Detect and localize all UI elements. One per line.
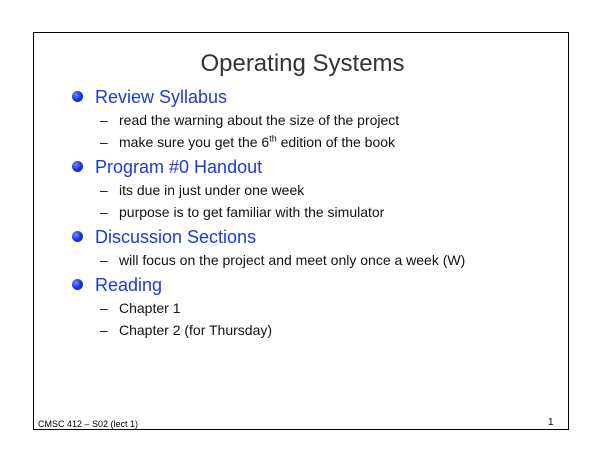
sub-item [100,251,465,269]
slide-title: Operating Systems [200,50,405,77]
dash-marker: – [100,252,108,268]
sub-item-text: read the warning about the size of the project [119,112,400,128]
sub-item [100,181,304,199]
bullet-heading: Discussion Sections [95,227,257,247]
sub-item [100,321,272,339]
blue-sphere-bullet-icon [72,161,83,172]
sub-item [100,111,399,129]
sub-item-text: purpose is to get familiar with the simulator [119,204,385,220]
blue-sphere-bullet-icon [72,279,83,290]
sub-item-text: Chapter 2 (for Thursday) [119,322,273,338]
sub-item-text-after: edition of the book [276,134,396,150]
superscript-ordinal: th [269,133,277,144]
blue-sphere-bullet-icon [72,91,83,102]
blue-sphere-bullet-icon [72,231,83,242]
bullet-heading: Reading [95,275,163,295]
footer-course-label: CMSC 412 – S02 (lect 1) [38,419,139,429]
dash-marker: – [100,112,108,128]
bullet-heading: Review Syllabus [95,87,228,107]
sub-item [100,133,395,151]
sub-item-text: will focus on the project and meet only once a week (W) [119,252,466,268]
sub-item-text: Chapter 1 [119,300,181,316]
dash-marker: – [100,182,108,198]
bullet-heading: Program #0 Handout [95,157,263,177]
sub-item [100,203,384,221]
dash-marker: – [100,322,108,338]
sub-item [100,299,180,317]
dash-marker: – [100,134,108,150]
dash-marker: – [100,204,108,220]
sub-item-text: its due in just under one week [119,182,305,198]
dash-marker: – [100,300,108,316]
page-number: 1 [548,417,554,428]
sub-item-text-before: make sure you get the 6 [119,134,270,150]
